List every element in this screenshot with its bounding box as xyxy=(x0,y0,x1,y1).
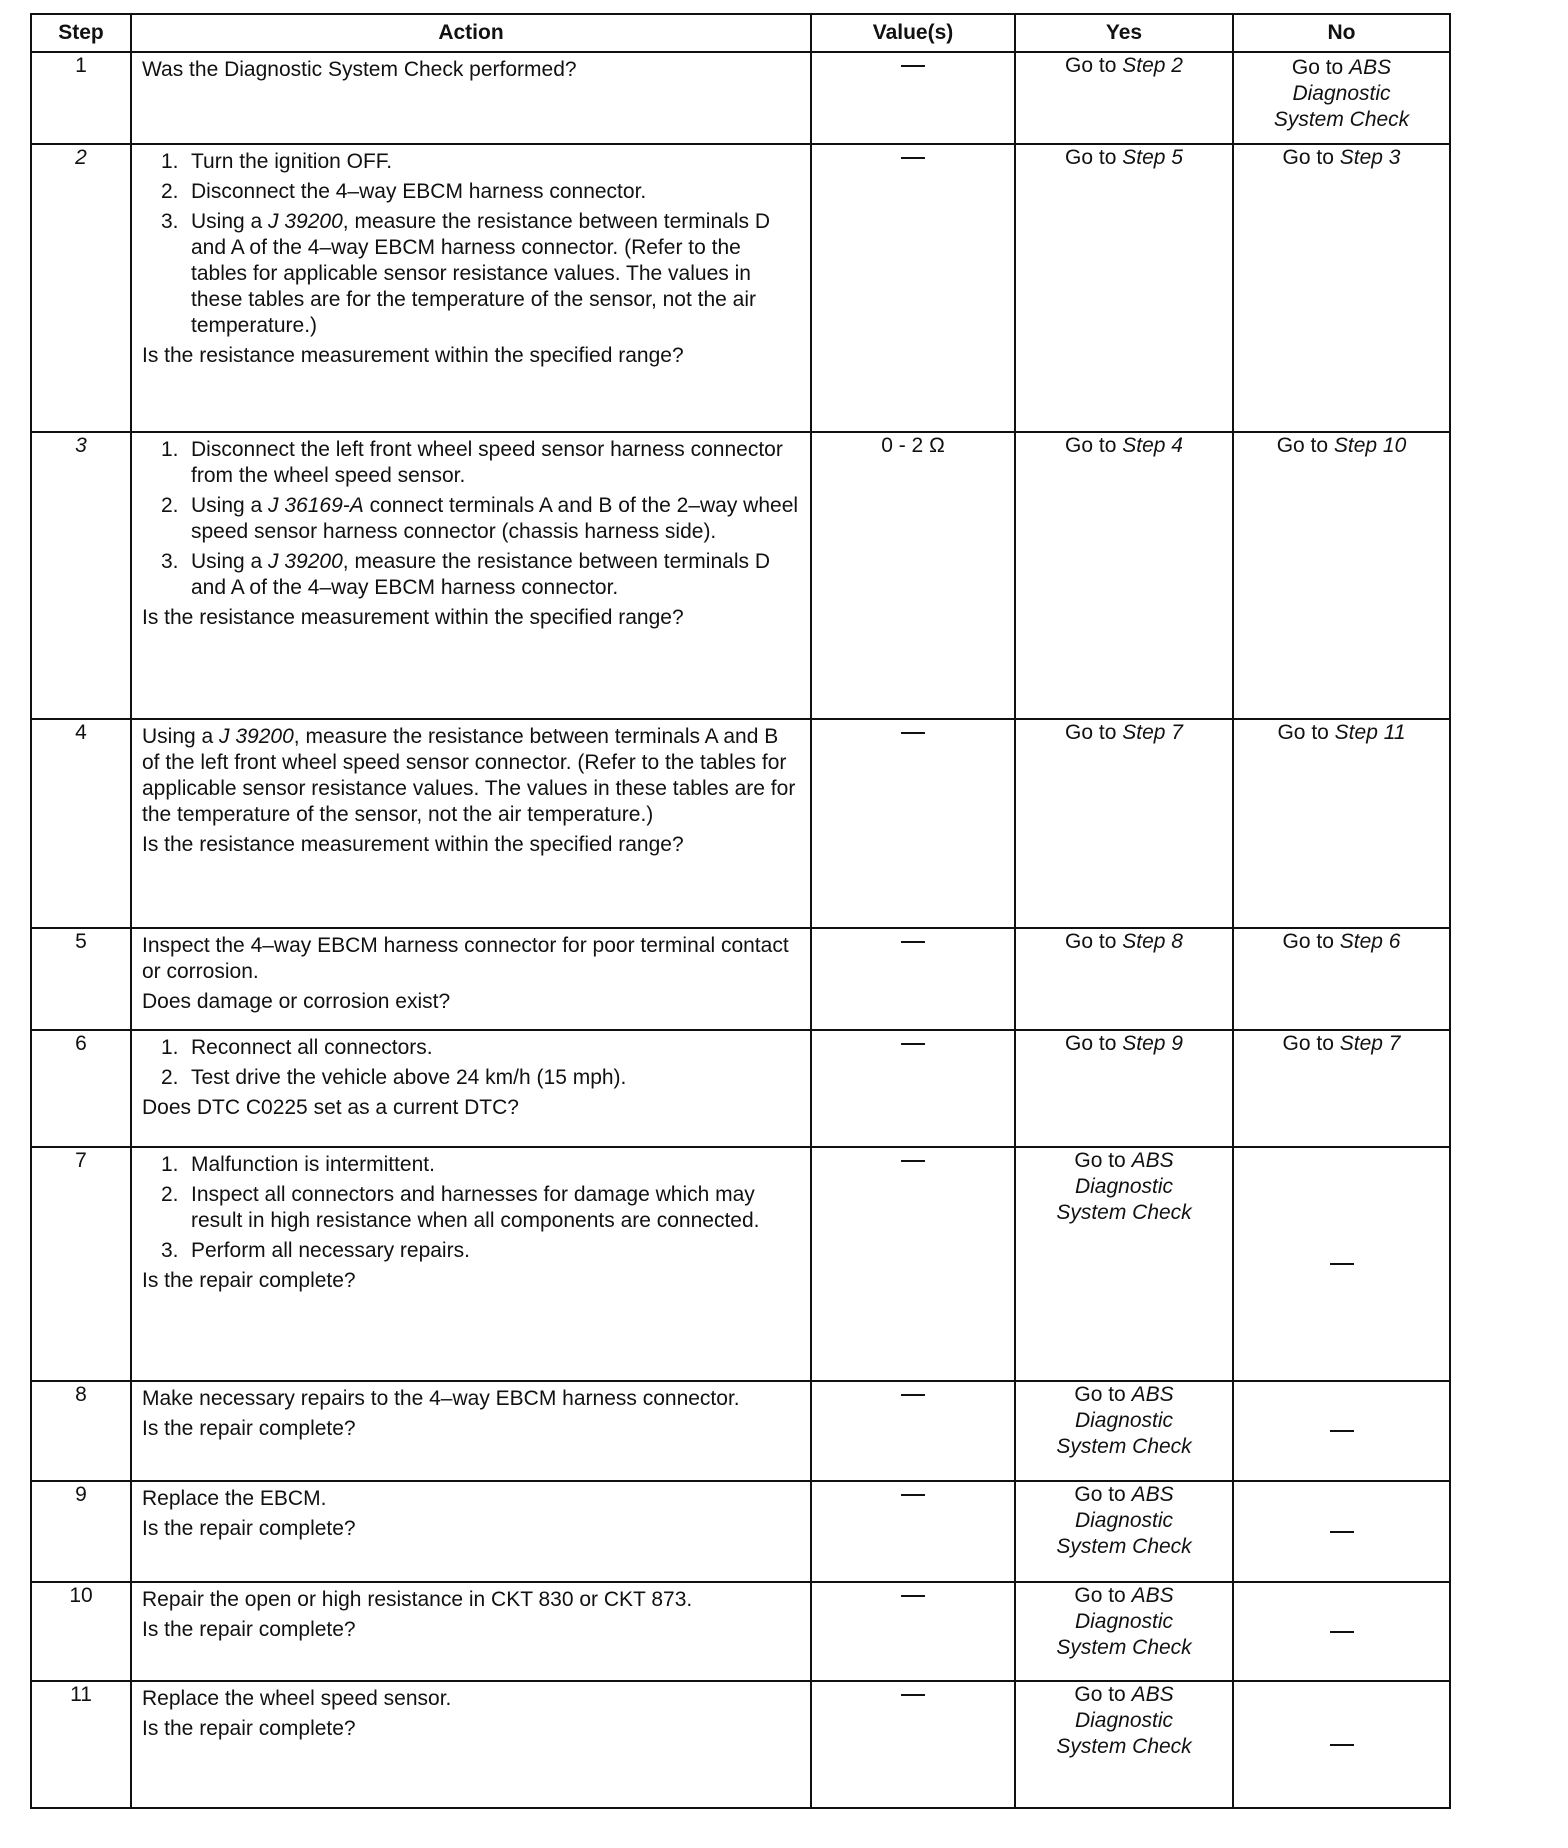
action-step: 3. Using a J 39200, measure the resistance between terminals D and A of the 4–way EBCM harness connector. (Refer to the tables for applicable sensor resistance values. The values in these tables are for the temperature of the sensor, not the air temperature.) xyxy=(161,210,770,337)
abs-label: ABS xyxy=(1131,1483,1174,1506)
tool-reference: J 39200 xyxy=(268,550,343,573)
action-question: Is the repair complete? xyxy=(142,1618,356,1641)
action-cell xyxy=(131,52,811,144)
action-cell xyxy=(131,1147,811,1381)
action-question: Does damage or corrosion exist? xyxy=(142,990,451,1013)
table-row xyxy=(31,1147,1450,1381)
step-number: 2 xyxy=(31,144,131,432)
no-cell xyxy=(1233,1681,1450,1808)
table-row xyxy=(31,1381,1450,1481)
no-cell xyxy=(1233,719,1450,928)
value-text: 0 - 2 Ω xyxy=(881,434,945,457)
step-index: 1. xyxy=(161,1036,179,1059)
action-text: Replace the EBCM. xyxy=(142,1487,327,1510)
action-step: 2. Inspect all connectors and harnesses for damage which may result in high resistance when all components are connected. xyxy=(161,1183,760,1232)
action-question: Is the resistance measurement within the specified range? xyxy=(142,833,684,856)
action-content xyxy=(132,1583,810,1647)
no-cell xyxy=(1233,52,1450,144)
value-cell xyxy=(811,432,1015,719)
action-cell xyxy=(131,144,811,432)
abs-label: ABS xyxy=(1349,56,1392,79)
action-step: 2. Using a J 36169-A connect terminals A and B of the 2–way wheel speed sensor harness connector (chassis harness side). xyxy=(161,494,799,543)
step-index: 3. xyxy=(161,210,179,233)
step-number: 1 xyxy=(31,52,131,144)
action-cell xyxy=(131,432,811,719)
step-number: 9 xyxy=(31,1481,131,1582)
dash-icon xyxy=(1330,1263,1354,1265)
value-cell xyxy=(811,1147,1015,1381)
go-to-link[interactable]: Go to Step 4 xyxy=(1065,434,1183,457)
value-cell xyxy=(811,928,1015,1030)
system-check-label: System Check xyxy=(1056,1201,1192,1224)
step-number: 3 xyxy=(31,432,131,719)
abs-label: ABS xyxy=(1131,1683,1174,1706)
step-index: 2. xyxy=(161,1066,179,1089)
value-cell xyxy=(811,52,1015,144)
dash-icon xyxy=(1330,1531,1354,1533)
action-content xyxy=(132,145,810,373)
step-target: Step 2 xyxy=(1122,54,1183,77)
go-to-link[interactable]: Go to Step 7 xyxy=(1065,721,1183,744)
step-target: Step 3 xyxy=(1339,146,1401,169)
step-index: 2. xyxy=(161,1183,179,1206)
dash-icon xyxy=(901,732,925,734)
step-index: 1. xyxy=(161,150,179,173)
action-cell xyxy=(131,1030,811,1147)
go-to-link[interactable]: Go to ABS Diagnostic System Check xyxy=(1056,1383,1192,1458)
no-cell xyxy=(1233,1147,1450,1381)
step-target: Step 6 xyxy=(1339,930,1401,953)
action-content xyxy=(132,720,810,862)
table-row xyxy=(31,1030,1450,1147)
go-to-link[interactable]: Go to Step 3 xyxy=(1282,146,1401,169)
action-content xyxy=(132,1482,810,1546)
no-cell xyxy=(1233,144,1450,432)
action-step: 1. Malfunction is intermittent. xyxy=(161,1153,435,1176)
header-no: No xyxy=(1233,14,1450,52)
step-target: Step 7 xyxy=(1122,721,1183,744)
step-target: Step 8 xyxy=(1122,930,1183,953)
step-number: 4 xyxy=(31,719,131,928)
go-to-link[interactable]: Go to Step 6 xyxy=(1282,930,1401,953)
step-target: Step 4 xyxy=(1122,434,1183,457)
go-to-link[interactable]: Go to Step 8 xyxy=(1065,930,1183,953)
system-check-label: System Check xyxy=(1056,1636,1192,1659)
no-cell xyxy=(1233,1582,1450,1681)
action-steps-list xyxy=(142,1152,800,1264)
action-step: 3. Perform all necessary repairs. xyxy=(161,1239,470,1262)
action-text: Was the Diagnostic System Check performed? xyxy=(142,58,577,81)
action-cell xyxy=(131,1381,811,1481)
step-index: 1. xyxy=(161,438,179,461)
no-cell xyxy=(1233,1030,1450,1147)
go-to-link[interactable]: Go to ABS Diagnostic System Check xyxy=(1056,1149,1192,1224)
step-number: 6 xyxy=(31,1030,131,1147)
header-step: Step xyxy=(31,14,131,52)
diagnostic-label: Diagnostic xyxy=(1074,1409,1174,1432)
value-cell xyxy=(811,719,1015,928)
no-cell xyxy=(1233,1481,1450,1582)
action-content xyxy=(132,53,810,87)
header-values: Value(s) xyxy=(811,14,1015,52)
header-row xyxy=(31,14,1450,52)
action-step: 1. Turn the ignition OFF. xyxy=(161,150,393,173)
go-to-link[interactable]: Go to ABS Diagnostic System Check xyxy=(1273,56,1410,131)
value-cell xyxy=(811,1381,1015,1481)
action-question: Is the repair complete? xyxy=(142,1717,356,1740)
action-cell xyxy=(131,1681,811,1808)
yes-cell xyxy=(1015,1381,1233,1481)
go-to-link[interactable]: Go to ABS Diagnostic System Check xyxy=(1056,1683,1192,1758)
step-target: Step 11 xyxy=(1334,721,1406,744)
system-check-label: System Check xyxy=(1056,1435,1192,1458)
action-text: Make necessary repairs to the 4–way EBCM harness connector. xyxy=(142,1387,740,1410)
step-target: Step 7 xyxy=(1339,1032,1401,1055)
yes-cell xyxy=(1015,52,1233,144)
tool-reference: J 36169-A xyxy=(268,494,364,517)
action-steps-list xyxy=(142,437,800,601)
go-to-link[interactable]: Go to Step 5 xyxy=(1065,146,1183,169)
action-text: Replace the wheel speed sensor. xyxy=(142,1687,452,1710)
action-step: 3. Using a J 39200, measure the resistance between terminals D and A of the 4–way EBCM harness connector. xyxy=(161,550,770,599)
value-cell xyxy=(811,1481,1015,1582)
table-row xyxy=(31,1582,1450,1681)
go-to-link[interactable]: Go to Step 10 xyxy=(1276,434,1407,457)
action-steps-list xyxy=(142,1035,800,1091)
dash-icon xyxy=(1330,1430,1354,1432)
header-action: Action xyxy=(131,14,811,52)
yes-cell xyxy=(1015,1481,1233,1582)
action-cell xyxy=(131,928,811,1030)
step-index: 3. xyxy=(161,1239,179,1262)
yes-cell xyxy=(1015,719,1233,928)
action-step: 2. Test drive the vehicle above 24 km/h (15 mph). xyxy=(161,1066,627,1089)
system-check-label: System Check xyxy=(1273,108,1410,131)
step-target: Step 5 xyxy=(1122,146,1183,169)
table-row xyxy=(31,719,1450,928)
action-cell xyxy=(131,1481,811,1582)
dash-icon xyxy=(901,1394,925,1396)
step-index: 2. xyxy=(161,494,179,517)
go-to-link[interactable]: Go to Step 11 xyxy=(1277,721,1406,744)
yes-cell xyxy=(1015,1582,1233,1681)
step-index: 3. xyxy=(161,550,179,573)
diagnostic-label: Diagnostic xyxy=(1074,1509,1174,1532)
dash-icon xyxy=(901,1595,925,1597)
no-cell xyxy=(1233,928,1450,1030)
go-to-link[interactable]: Go to Step 2 xyxy=(1065,54,1183,77)
dash-icon xyxy=(901,157,925,159)
action-step: 1. Reconnect all connectors. xyxy=(161,1036,433,1059)
system-check-label: System Check xyxy=(1056,1735,1192,1758)
dash-icon xyxy=(901,1043,925,1045)
no-cell xyxy=(1233,1381,1450,1481)
go-to-link[interactable]: Go to Step 9 xyxy=(1065,1032,1183,1055)
action-text: Using a J 39200, measure the resistance between terminals A and B of the left front wheel speed sensor connector. (Refer to the tables for applicable sensor resistance values. The values in these tables are for the temperature of the sensor, not the air temperature.) xyxy=(142,725,796,826)
step-number: 7 xyxy=(31,1147,131,1381)
action-cell xyxy=(131,1582,811,1681)
step-number: 8 xyxy=(31,1381,131,1481)
table-row xyxy=(31,432,1450,719)
action-question: Does DTC C0225 set as a current DTC? xyxy=(142,1096,519,1119)
action-question: Is the repair complete? xyxy=(142,1517,356,1540)
yes-cell xyxy=(1015,432,1233,719)
value-cell xyxy=(811,1681,1015,1808)
action-content xyxy=(132,433,810,635)
no-cell xyxy=(1233,432,1450,719)
value-cell xyxy=(811,144,1015,432)
step-number: 10 xyxy=(31,1582,131,1681)
action-question: Is the resistance measurement within the specified range? xyxy=(142,344,684,367)
step-index: 1. xyxy=(161,1153,179,1176)
action-steps-list xyxy=(142,149,800,339)
table-row xyxy=(31,928,1450,1030)
go-to-link[interactable]: Go to Step 7 xyxy=(1282,1032,1401,1055)
header-yes: Yes xyxy=(1015,14,1233,52)
action-content xyxy=(132,1382,810,1446)
dash-icon xyxy=(901,1694,925,1696)
go-to-link[interactable]: Go to ABS Diagnostic System Check xyxy=(1056,1483,1192,1558)
abs-label: ABS xyxy=(1131,1383,1174,1406)
table-row xyxy=(31,1481,1450,1582)
action-content xyxy=(132,1682,810,1746)
action-step: 1. Disconnect the left front wheel speed sensor harness connector from the wheel speed sensor. xyxy=(161,438,783,487)
yes-cell xyxy=(1015,144,1233,432)
action-cell xyxy=(131,719,811,928)
system-check-label: System Check xyxy=(1056,1535,1192,1558)
action-content xyxy=(132,929,810,1019)
dash-icon xyxy=(1330,1631,1354,1633)
table-row xyxy=(31,52,1450,144)
yes-cell xyxy=(1015,1030,1233,1147)
tool-reference: J 39200 xyxy=(268,210,343,233)
action-text: Repair the open or high resistance in CKT 830 or CKT 873. xyxy=(142,1588,693,1611)
dash-icon xyxy=(901,65,925,67)
diagnostic-label: Diagnostic xyxy=(1292,82,1391,105)
table-row xyxy=(31,144,1450,432)
diagnostic-label: Diagnostic xyxy=(1074,1610,1174,1633)
action-content xyxy=(132,1031,810,1125)
dash-icon xyxy=(1330,1744,1354,1746)
action-step: 2. Disconnect the 4–way EBCM harness connector. xyxy=(161,180,647,203)
table-row xyxy=(31,1681,1450,1808)
diagnostic-label: Diagnostic xyxy=(1074,1175,1174,1198)
action-question: Is the repair complete? xyxy=(142,1417,356,1440)
dash-icon xyxy=(901,1494,925,1496)
diagnostic-label: Diagnostic xyxy=(1074,1709,1174,1732)
step-target: Step 9 xyxy=(1122,1032,1183,1055)
value-cell xyxy=(811,1030,1015,1147)
step-target: Step 10 xyxy=(1333,434,1407,457)
action-question: Is the repair complete? xyxy=(142,1269,356,1292)
step-index: 2. xyxy=(161,180,179,203)
go-to-link[interactable]: Go to ABS Diagnostic System Check xyxy=(1056,1584,1192,1659)
abs-label: ABS xyxy=(1131,1149,1174,1172)
action-question: Is the resistance measurement within the specified range? xyxy=(142,606,684,629)
yes-cell xyxy=(1015,928,1233,1030)
dash-icon xyxy=(901,1160,925,1162)
yes-cell xyxy=(1015,1681,1233,1808)
tool-reference: J 39200 xyxy=(219,725,294,748)
yes-cell xyxy=(1015,1147,1233,1381)
diagnostic-table xyxy=(30,13,1451,1809)
dash-icon xyxy=(901,941,925,943)
step-number: 5 xyxy=(31,928,131,1030)
step-number: 11 xyxy=(31,1681,131,1808)
action-text: Inspect the 4–way EBCM harness connector for poor terminal contact or corrosion. xyxy=(142,934,789,983)
action-content xyxy=(132,1148,810,1298)
abs-label: ABS xyxy=(1131,1584,1174,1607)
value-cell xyxy=(811,1582,1015,1681)
